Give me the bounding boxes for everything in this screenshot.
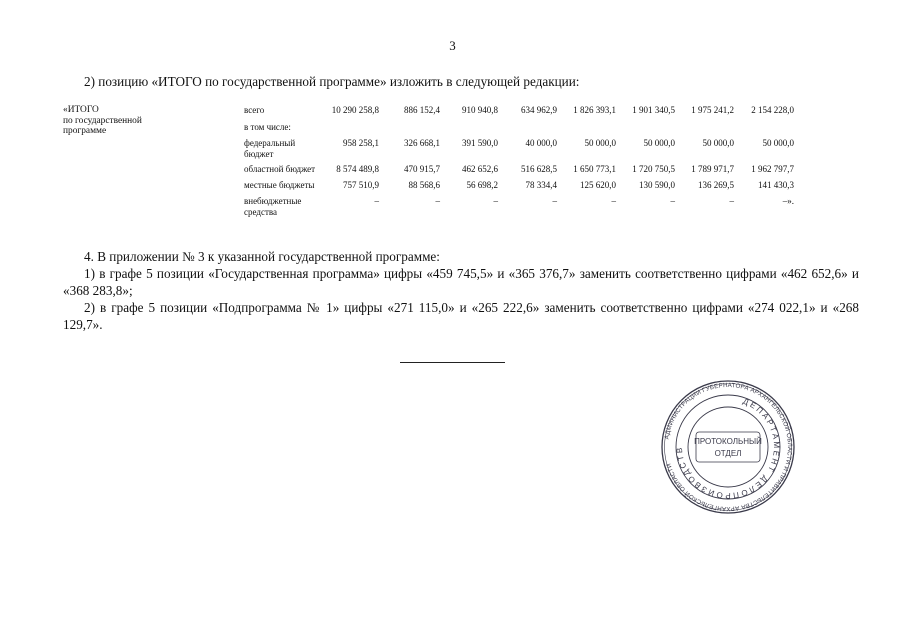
total-label	[63, 105, 233, 137]
cell-regional-col1: 8 574 489,8	[336, 164, 379, 174]
cell-extrabudgetary-col5: –	[611, 196, 616, 206]
cell-federal-col4: 40 000,0	[525, 138, 557, 148]
stamp-center-line1: ПРОТОКОЛЬНЫЙ	[694, 437, 762, 446]
cell-local-col4: 78 334,4	[525, 180, 557, 190]
cell-regional-col5: 1 650 773,1	[573, 164, 616, 174]
cell-federal-col5: 50 000,0	[584, 138, 616, 148]
cell-local-col3: 56 698,2	[466, 180, 498, 190]
cell-local-col5: 125 620,0	[580, 180, 616, 190]
cell-total-col3: 910 940,8	[462, 105, 498, 115]
cell-regional-col8: 1 962 797,7	[751, 164, 794, 174]
cell-extrabudgetary-col6: –	[670, 196, 675, 206]
cell-local-col1: 757 510,9	[343, 180, 379, 190]
cell-regional-col3: 462 652,6	[462, 164, 498, 174]
cell-total-col8: 2 154 228,0	[751, 105, 794, 115]
cell-local-col7: 136 269,5	[698, 180, 734, 190]
cell-extrabudgetary-col8: –».	[782, 196, 794, 206]
cell-federal-col8: 50 000,0	[762, 138, 794, 148]
cell-total-col2: 886 152,4	[404, 105, 440, 115]
cell-federal-col7: 50 000,0	[702, 138, 734, 148]
end-divider	[400, 362, 505, 363]
row-label-including	[244, 122, 326, 133]
cell-federal-col1: 958 258,1	[343, 138, 379, 148]
cell-extrabudgetary-col1: –	[374, 196, 379, 206]
row-label-line: местные бюджеты	[244, 180, 315, 190]
total-label-line: по государственной	[63, 115, 142, 126]
cell-local-col6: 130 590,0	[639, 180, 675, 190]
stamp-seal	[648, 380, 808, 515]
stamp-outer-ring-text: АДМИНИСТРАЦИИ ГУБЕРНАТОРА АРХАНГЕЛЬСКОЙ ОБЛАСТИ И ПРАВИТЕЛЬСТВА АРХАНГЕЛЬСКОЙ ОБЛАСТИ	[663, 381, 794, 513]
cell-federal-col3: 391 590,0	[462, 138, 498, 148]
section4-heading: 4. В приложении № 3 к указанной государственной программе:	[84, 249, 440, 264]
cell-regional-col2: 470 915,7	[404, 164, 440, 174]
cell-extrabudgetary-col7: –	[729, 196, 734, 206]
department-stamp	[648, 380, 808, 515]
cell-total-col1: 10 290 258,8	[331, 105, 379, 115]
cell-extrabudgetary-col2: –	[435, 196, 440, 206]
total-label-line: «ИТОГО	[63, 105, 99, 115]
cell-local-col2: 88 568,6	[408, 180, 440, 190]
amendment-item-1: 1) в графе 5 позиции «Государственная программа» цифры «459 745,5» и «365 376,7» заменить соответственно цифрами «462 652,6» и «368 283,8»;	[63, 266, 859, 298]
cell-regional-col6: 1 720 750,5	[632, 164, 675, 174]
row-label-line: в том числе:	[244, 122, 291, 132]
row-label-line: областной бюджет	[244, 164, 316, 174]
intro-line: 2) позицию «ИТОГО по государственной программе» изложить в следующей редакции:	[84, 74, 580, 89]
row-label-line: федеральный	[244, 138, 296, 148]
row-label-line: средства	[244, 206, 278, 217]
cell-total-col5: 1 826 393,1	[573, 105, 616, 115]
cell-federal-col6: 50 000,0	[643, 138, 675, 148]
row-label-line: внебюджетные	[244, 196, 302, 206]
stamp-inner-ring-text: ДЕПАРТАМЕНТ ДЕЛОПРОИЗВОДСТВ	[674, 396, 782, 501]
amendment-item-2: 2) в графе 5 позиции «Подпрограмма № 1» цифры «271 115,0» и «265 222,6» заменить соответственно цифрами «274 022,1» и «268 129,7».	[63, 300, 859, 332]
row-label-line: бюджет	[244, 148, 274, 159]
cell-extrabudgetary-col4: –	[552, 196, 557, 206]
total-label-line: программе	[63, 126, 107, 136]
cell-regional-col7: 1 789 971,7	[691, 164, 734, 174]
cell-total-col6: 1 901 340,5	[632, 105, 675, 115]
cell-federal-col2: 326 668,1	[404, 138, 440, 148]
cell-extrabudgetary-col3: –	[493, 196, 498, 206]
cell-local-col8: 141 430,3	[758, 180, 794, 190]
page-number: 3	[449, 38, 456, 53]
row-label-line: всего	[244, 105, 265, 115]
cell-total-col7: 1 975 241,2	[691, 105, 734, 115]
cell-regional-col4: 516 628,5	[521, 164, 557, 174]
cell-total-col4: 634 962,9	[521, 105, 557, 115]
stamp-center-line2: ОТДЕЛ	[714, 449, 742, 458]
